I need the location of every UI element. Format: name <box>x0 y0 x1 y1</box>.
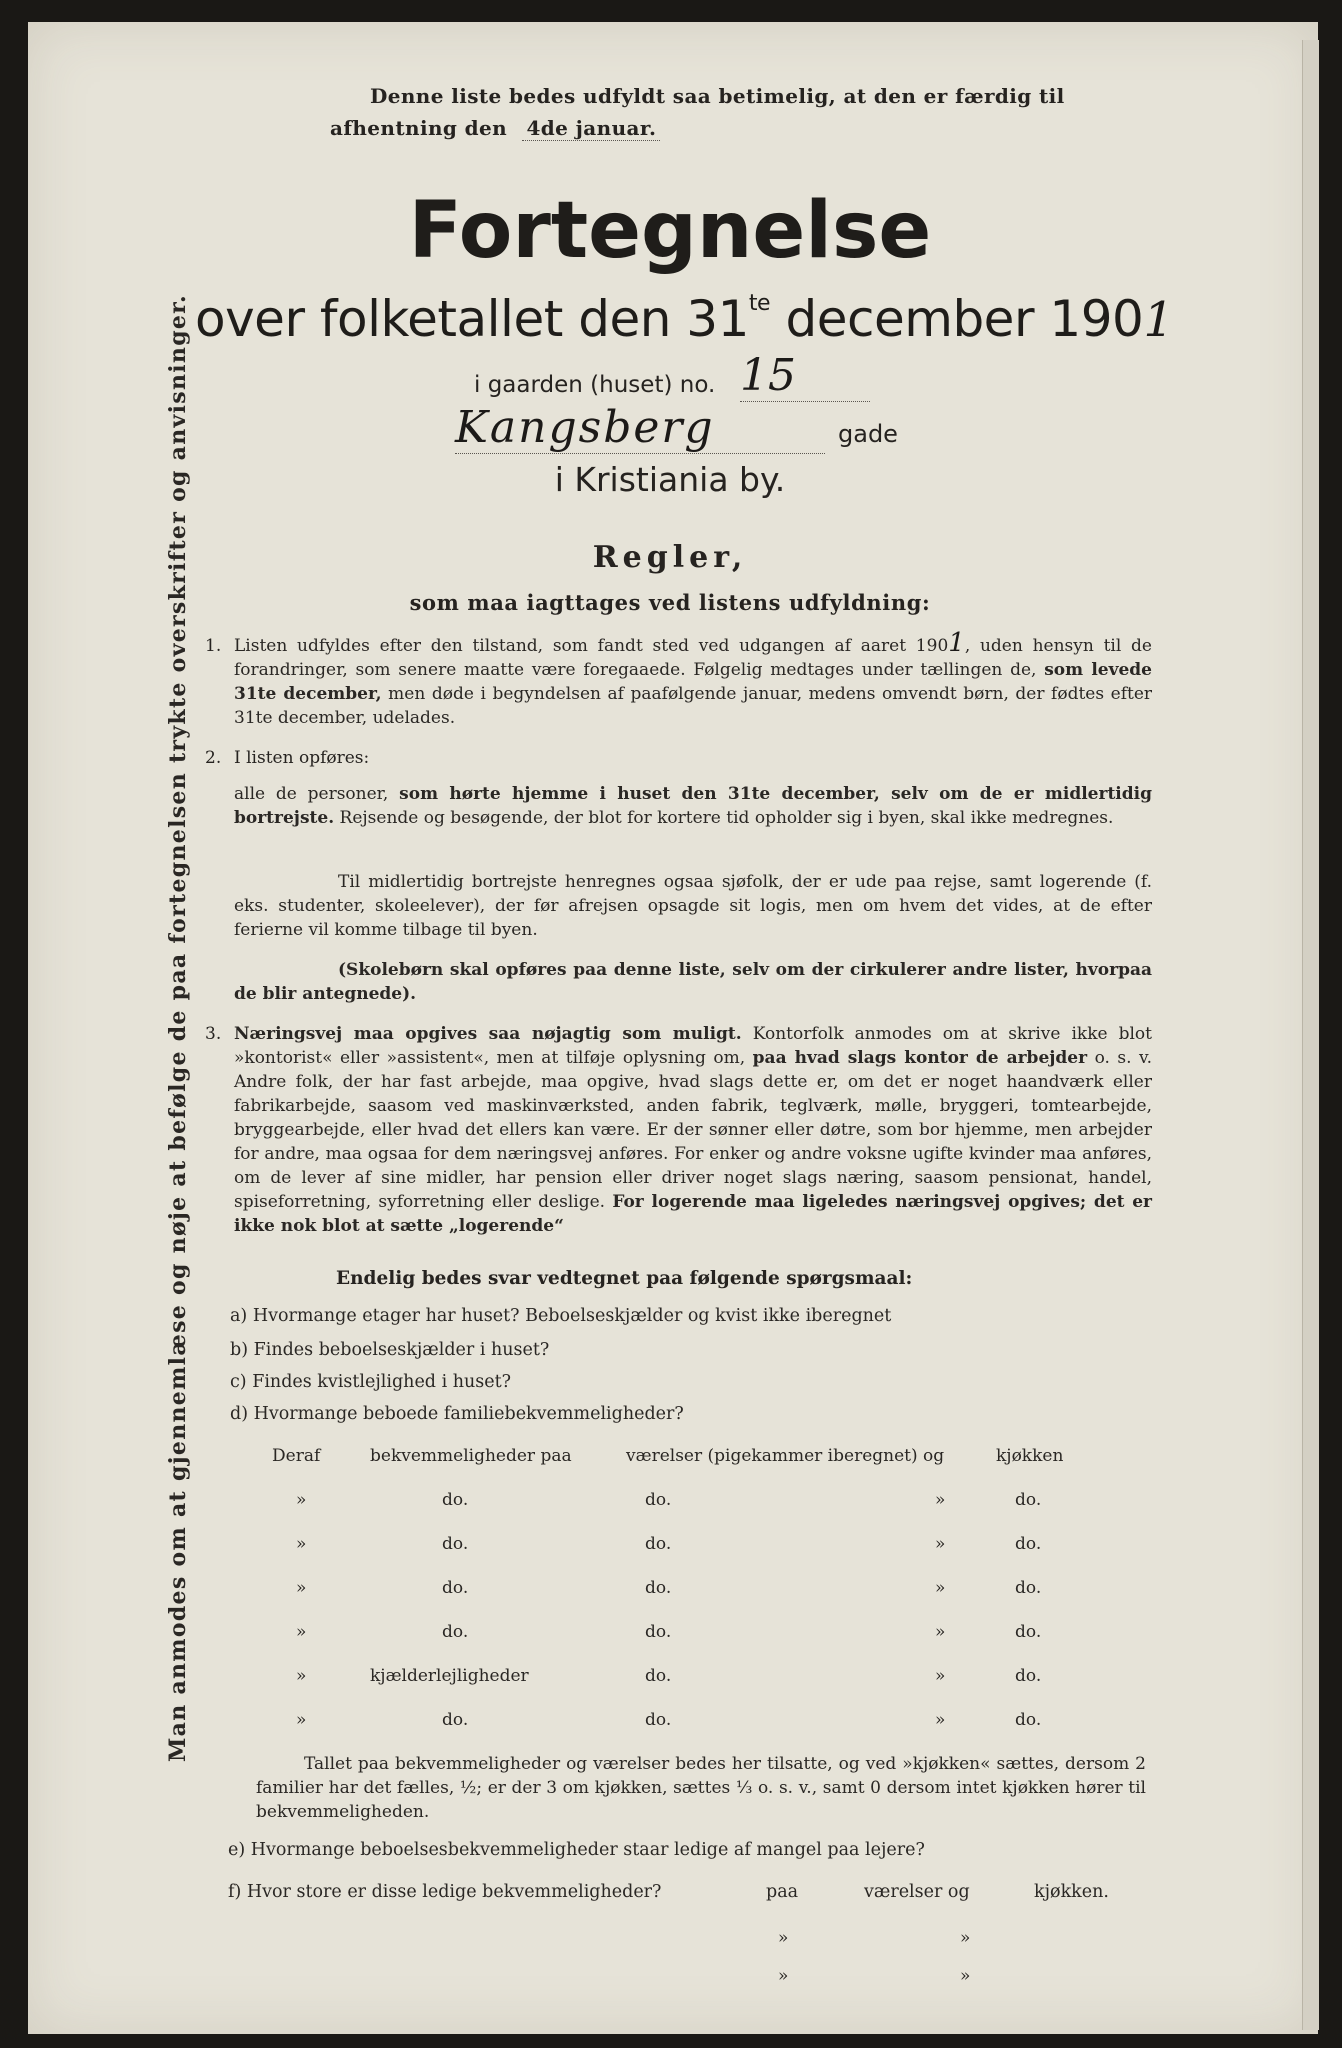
ditto-mark: » <box>935 1710 946 1730</box>
table-do: do. <box>645 1666 672 1686</box>
question-f: f) Hvor store er disse ledige bekvemmeligheder? <box>228 1882 662 1902</box>
city-line: i Kristiania by. <box>554 460 786 499</box>
rule-3-bold-3: For logerende maa ligeledes næringsvej opgives; det er ikke nok blot at sætte „logerende“ <box>234 1192 1153 1236</box>
page-title: Fortegnelse <box>408 186 932 276</box>
rule-2-c: Til midlertidig bortrejste henregnes ogsaa sjøfolk, der er ude paa rejse, samt logerende (f. eks. studenter, skoleelever), der før afrejsen opsagde sit logis, men om hvem det vides, at de efter ferierne vil komme tilbage til byen. <box>234 872 1152 940</box>
table-do: do. <box>1015 1666 1042 1686</box>
subtitle-sup: te <box>748 291 771 317</box>
table-do: do. <box>645 1534 672 1554</box>
rule-3-a: Kontorfolk anmodes om at skrive ikke blot »kontorist« eller »assistent«, men at tilføje oplysning om, <box>234 1024 1152 1068</box>
rule-1-c: men døde i begyndelsen af paafølgende januar, medens omvendt børn, der fødtes efter 31te december, udelades. <box>234 684 1153 728</box>
table-kjaelder: kjælderlejligheder <box>370 1666 529 1686</box>
rule-1-b: , uden hensyn til de forandringer, som senere maatte være foregaaede. Følgelig medtages under tællingen de, <box>234 636 1152 680</box>
rule-2-intro: I listen opføres: <box>234 748 370 768</box>
rule-3-number: 3. <box>205 1024 222 1044</box>
table-do: do. <box>1015 1490 1042 1510</box>
subtitle-suffix: december 190 <box>785 290 1144 348</box>
table-do: do. <box>645 1622 672 1642</box>
question-e: e) Hvormange beboelsesbekvemmeligheder staar ledige af mangel paa lejere? <box>228 1840 925 1860</box>
rule-3-bold-1: Næringsvej maa opgives saa nøjagtig som muligt. <box>234 1024 742 1044</box>
ditto-mark: » <box>778 1928 789 1948</box>
question-d: d) Hvormange beboede familiebekvemmeligheder? <box>230 1404 684 1424</box>
table-header-bekv: bekvemmeligheder paa <box>370 1446 572 1466</box>
ditto-mark: » <box>296 1666 307 1686</box>
ditto-mark: » <box>935 1490 946 1510</box>
rule-3-b: o. s. v. Andre folk, der har fast arbejde, maa opgive, hvad slags dette er, om det er noget haandværk eller fabrikarbejde, saasom ved maskinværksted, anden fabrik, teglværk, mølle, bryggeri, tomtearbejde, bryggearbejde, eller hvad det ellers kan være. Er der sønner eller døtre, som bor hjemme, men arbejder for andre, maa ogsaa for dem næringsvej anføres. For enker og andre voksne ugifte kvinder maa anføres, om de lever af sine midler, har pension eller driver noget slags næring, saasom pensionat, handel, spiseforretning, syforretning eller deslige. <box>234 1048 1153 1212</box>
rule-3-bold-2: paa hvad slags kontor de arbejder <box>752 1048 1088 1068</box>
question-f-vaerelser: værelser og <box>864 1882 970 1902</box>
table-do: do. <box>442 1490 469 1510</box>
table-do: do. <box>442 1622 469 1642</box>
rule-3 <box>234 1022 1152 1238</box>
table-note: Tallet paa bekvemmeligheder og værelser bedes her tilsatte, og ved »kjøkken« sættes, dersom 2 familier har det fælles, ½; er der 3 om kjøkken, sættes ⅓ o. s. v., samt 0 dersom intet kjøkken hører til bekvemmeligheden. <box>256 1754 1146 1822</box>
rule-1-bold: som levede 31te december, <box>234 660 1152 704</box>
subtitle-prefix: over folketallet den 31 <box>195 290 749 348</box>
ditto-mark: » <box>960 1966 971 1986</box>
question-f-kjokken: kjøkken. <box>1034 1882 1109 1902</box>
rule-2-number: 2. <box>205 748 222 768</box>
rule-1-year: 1 <box>948 628 965 658</box>
paper-edge <box>1302 40 1319 2030</box>
ditto-mark: » <box>296 1710 307 1730</box>
rules-subheading: som maa iagttages ved listens udfyldning: <box>409 590 931 615</box>
rule-2-b: Rejsende og besøgende, der blot for kortere tid opholder sig i byen, skal ikke medregnes. <box>339 808 1114 828</box>
table-header-kjokken: kjøkken <box>996 1446 1064 1466</box>
ditto-mark: » <box>935 1534 946 1554</box>
rule-2-d: (Skolebørn skal opføres paa denne liste, selv om der cirkulerer andre lister, hvorpaa de blir antegnede). <box>234 960 1152 1004</box>
table-do: do. <box>1015 1534 1042 1554</box>
notice-prefix: afhentning den <box>330 116 508 140</box>
question-f-paa: paa <box>766 1882 799 1902</box>
ditto-mark: » <box>935 1622 946 1642</box>
rule-2-bold: som hørte hjemme i huset den 31te december, selv om de er midlertidig bortrejste. <box>234 784 1152 828</box>
table-do: do. <box>1015 1710 1042 1730</box>
ditto-mark: » <box>935 1666 946 1686</box>
table-do: do. <box>442 1710 469 1730</box>
notice-line-1: Denne liste bedes udfyldt saa betimelig, at den er færdig til <box>370 84 1065 108</box>
handwritten-year: 1 <box>1143 292 1174 348</box>
notice-date: 4de januar. <box>522 116 660 141</box>
rule-1-a: Listen udfyldes efter den tilstand, som fandt sted ved udgangen af aaret 190 <box>234 636 949 656</box>
question-b: b) Findes beboelseskjælder i huset? <box>230 1340 550 1360</box>
ditto-mark: » <box>296 1622 307 1642</box>
ditto-mark: » <box>960 1928 971 1948</box>
rules-heading: Regler, <box>592 540 748 575</box>
table-do: do. <box>645 1578 672 1598</box>
question-a: a) Hvormange etager har huset? Beboelseskjælder og kvist ikke iberegnet <box>230 1306 892 1326</box>
gaard-number: 15 <box>740 350 870 402</box>
ditto-mark: » <box>296 1534 307 1554</box>
table-do: do. <box>645 1490 672 1510</box>
street-name-handwritten: Kangsberg <box>455 402 825 454</box>
table-do: do. <box>1015 1578 1042 1598</box>
table-do: do. <box>442 1534 469 1554</box>
question-c: c) Findes kvistlejlighed i huset? <box>230 1372 512 1392</box>
table-do: do. <box>1015 1622 1042 1642</box>
page-subtitle <box>195 290 1173 348</box>
gaard-label: i gaarden (huset) no. <box>474 372 716 398</box>
ditto-mark: » <box>935 1578 946 1598</box>
gade-label: gade <box>838 420 898 448</box>
ditto-mark: » <box>296 1578 307 1598</box>
rule-2-a: alle de personer, <box>234 784 389 804</box>
rule-1-number: 1. <box>205 636 222 656</box>
side-instruction: Man anmodes om at gjennemlæse og nøje at befølge de paa fortegnelsen trykte overskrifter og anvisninger. <box>165 293 191 1762</box>
rule-1 <box>234 628 1153 730</box>
questions-heading: Endelig bedes svar vedtegnet paa følgende spørgsmaal: <box>336 1268 913 1289</box>
notice-line-2 <box>330 116 660 140</box>
ditto-mark: » <box>296 1490 307 1510</box>
table-header-deraf: Deraf <box>272 1446 321 1466</box>
table-do: do. <box>645 1710 672 1730</box>
table-header-vaer: værelser (pigekammer iberegnet) og <box>626 1446 945 1466</box>
ditto-mark: » <box>778 1966 789 1986</box>
rule-2-main <box>234 782 1152 830</box>
table-do: do. <box>442 1578 469 1598</box>
